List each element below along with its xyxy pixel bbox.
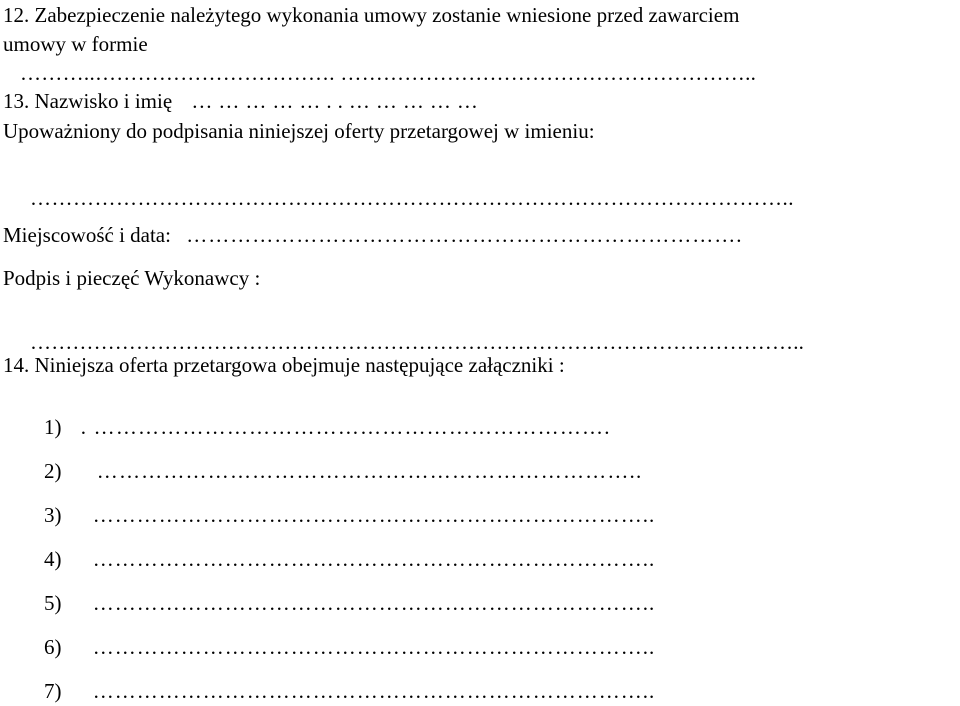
name-blank[interactable]: ……………..……………: [191, 89, 484, 113]
attachment-blank[interactable]: . …………………………………………………………….: [80, 415, 611, 439]
attachment-blank[interactable]: …………………………………………………………………..: [92, 679, 656, 703]
attachment-number: 7): [44, 679, 62, 703]
attachment-blank[interactable]: …………………………………………………………………..: [92, 591, 656, 615]
attachment-number: 4): [44, 547, 62, 571]
attachment-number: 6): [44, 635, 62, 659]
attachment-number: 3): [44, 503, 62, 527]
place-date-row: [3, 222, 742, 248]
attachment-blank[interactable]: …………………………………………………………………..: [92, 503, 656, 527]
signature-blank[interactable]: ………………………………………………………………………………………………..: [30, 330, 805, 354]
attachments-heading: 14. Niniejsza oferta przetargowa obejmuje następujące załączniki :: [3, 353, 565, 377]
authorized-text: Upoważniony do podpisania niniejszej oferty przetargowej w imieniu:: [3, 119, 595, 143]
attachment-number: 2): [44, 459, 62, 483]
attachment-number: 5): [44, 591, 62, 615]
attachment-item: [44, 678, 655, 704]
name-row: [3, 88, 484, 114]
section-12-text-line-2: umowy w formie: [3, 32, 148, 56]
signature-label: Podpis i pieczęć Wykonawcy :: [3, 266, 261, 290]
section-12-text-line-1: 12. Zabezpieczenie należytego wykonania umowy zostanie wniesione przed zawarciem: [3, 3, 740, 27]
attachment-blank[interactable]: ………………………………………………………………..: [96, 459, 643, 483]
attachment-item: [44, 502, 655, 528]
attachment-item: [44, 546, 655, 572]
authorized-blank[interactable]: ……………………………………………………………………………………………..: [30, 186, 794, 210]
attachment-item: [44, 590, 655, 616]
attachment-item: [44, 458, 642, 484]
place-date-blank[interactable]: ………………………………………………………………….: [186, 223, 743, 247]
attachment-blank[interactable]: …………………………………………………………………..: [92, 635, 656, 659]
attachment-number: 1): [44, 415, 62, 439]
guarantee-form-blank[interactable]: ………..……………………………. …………………………………………………..: [20, 61, 757, 85]
attachment-item: [44, 414, 611, 440]
attachment-blank[interactable]: …………………………………………………………………..: [92, 547, 656, 571]
attachment-item: [44, 634, 655, 660]
place-date-label: Miejscowość i data:: [3, 223, 171, 247]
name-label: 13. Nazwisko i imię: [3, 89, 173, 113]
